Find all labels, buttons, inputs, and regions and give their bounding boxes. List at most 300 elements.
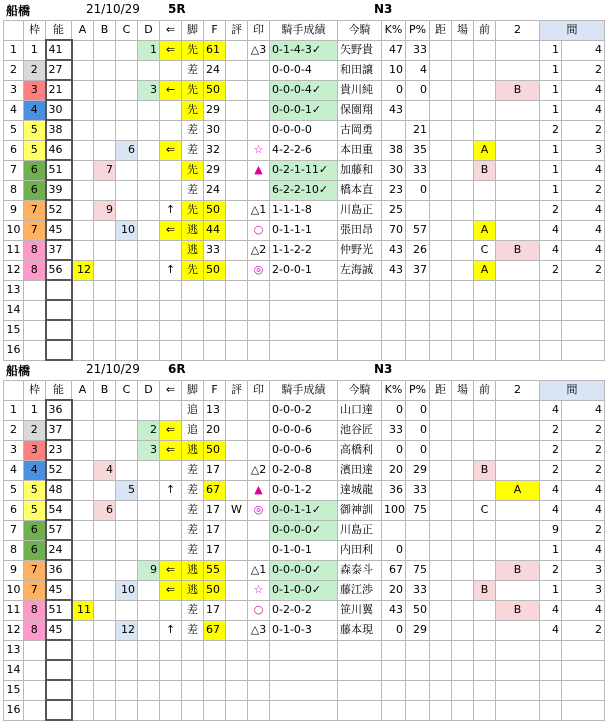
cell-in [248, 60, 270, 80]
cell-c [116, 420, 138, 440]
cell-mae [474, 560, 496, 580]
cell-ba [452, 300, 474, 320]
cell-kyo [430, 480, 452, 500]
cell-ba [452, 460, 474, 480]
cell-f: 50 [204, 80, 226, 100]
cell-kyaku: 逃 [182, 580, 204, 600]
cell-kyaku: 差 [182, 520, 204, 540]
cell-two [496, 40, 540, 60]
cell-ba [452, 520, 474, 540]
cell-d [138, 520, 160, 540]
table-row [4, 200, 605, 220]
cell-nou: 37 [46, 240, 72, 260]
header-cell: D [138, 381, 160, 401]
cell-arr: ↑ [160, 260, 182, 280]
cell-m2: 2 [562, 460, 605, 480]
cell-nou: 36 [46, 400, 72, 420]
cell-nou: 23 [46, 440, 72, 460]
cell-arr [160, 280, 182, 300]
row-number: 9 [4, 200, 24, 220]
race-section-6r [0, 360, 608, 721]
cell-d [138, 600, 160, 620]
cell-f [204, 640, 226, 660]
cell-jockey [338, 280, 382, 300]
race-table [3, 380, 605, 721]
cell-f: 33 [204, 240, 226, 260]
cell-f: 67 [204, 480, 226, 500]
cell-ba [452, 440, 474, 460]
cell-arr [160, 500, 182, 520]
cell-waku [24, 320, 46, 340]
header-cell: 印 [248, 381, 270, 401]
cell-mae [474, 60, 496, 80]
cell-waku: 8 [24, 620, 46, 640]
cell-k [382, 640, 406, 660]
cell-m1: 1 [540, 140, 562, 160]
cell-in [248, 440, 270, 460]
cell-hyo [226, 80, 248, 100]
cell-waku [24, 280, 46, 300]
cell-d [138, 260, 160, 280]
cell-kyaku: 差 [182, 540, 204, 560]
cell-hyo [226, 620, 248, 640]
cell-a [72, 340, 94, 360]
cell-two: B [496, 80, 540, 100]
cell-mae [474, 520, 496, 540]
cell-c [116, 680, 138, 700]
cell-hyo [226, 40, 248, 60]
cell-f [204, 680, 226, 700]
cell-arr [160, 320, 182, 340]
cell-seiseki: 4-2-2-6 [270, 140, 338, 160]
cell-kyaku: 差 [182, 120, 204, 140]
row-number: 2 [4, 60, 24, 80]
cell-a [72, 660, 94, 680]
cell-m1 [540, 680, 562, 700]
cell-in [248, 100, 270, 120]
cell-waku: 3 [24, 80, 46, 100]
cell-p [406, 100, 430, 120]
cell-m2: 4 [562, 500, 605, 520]
header-cell: K% [382, 21, 406, 41]
cell-ba [452, 80, 474, 100]
cell-k: 43 [382, 100, 406, 120]
cell-m1: 1 [540, 80, 562, 100]
cell-m1: 1 [540, 180, 562, 200]
cell-kyaku: 先 [182, 100, 204, 120]
cell-mae [474, 280, 496, 300]
cell-in: ▲ [248, 160, 270, 180]
cell-seiseki [270, 300, 338, 320]
cell-kyo [430, 240, 452, 260]
cell-f: 50 [204, 440, 226, 460]
cell-c [116, 120, 138, 140]
cell-hyo [226, 120, 248, 140]
cell-kyaku: 先 [182, 40, 204, 60]
cell-m2: 3 [562, 560, 605, 580]
cell-f: 17 [204, 520, 226, 540]
table-row [4, 560, 605, 580]
cell-jockey [338, 340, 382, 360]
row-number: 12 [4, 260, 24, 280]
cell-nou [46, 640, 72, 660]
cell-m2: 4 [562, 200, 605, 220]
table-row [4, 300, 605, 320]
cell-m1: 4 [540, 600, 562, 620]
cell-c [116, 240, 138, 260]
cell-in: △3 [248, 40, 270, 60]
cell-jockey: 川島正 [338, 200, 382, 220]
cell-seiseki: 0-1-0-1 [270, 540, 338, 560]
cell-jockey: 加藤和 [338, 160, 382, 180]
cell-nou: 45 [46, 580, 72, 600]
cell-ba [452, 320, 474, 340]
cell-nou: 21 [46, 80, 72, 100]
cell-mae [474, 420, 496, 440]
cell-f: 50 [204, 580, 226, 600]
table-row [4, 680, 605, 700]
cell-m2: 4 [562, 220, 605, 240]
row-number: 15 [4, 320, 24, 340]
cell-d [138, 180, 160, 200]
cell-d: 3 [138, 440, 160, 460]
row-number: 8 [4, 540, 24, 560]
cell-b [94, 320, 116, 340]
cell-nou: 46 [46, 140, 72, 160]
cell-nou: 56 [46, 260, 72, 280]
cell-in: △2 [248, 460, 270, 480]
race-number: 5R [168, 2, 186, 16]
cell-a [72, 460, 94, 480]
cell-ba [452, 600, 474, 620]
cell-nou: 45 [46, 220, 72, 240]
cell-jockey: 達城龍 [338, 480, 382, 500]
cell-m2 [562, 300, 605, 320]
cell-kyaku: 追 [182, 420, 204, 440]
cell-two [496, 440, 540, 460]
cell-seiseki: 0-0-1-1✓ [270, 500, 338, 520]
row-number: 12 [4, 620, 24, 640]
cell-c [116, 320, 138, 340]
cell-b [94, 680, 116, 700]
cell-m2: 4 [562, 540, 605, 560]
cell-b [94, 400, 116, 420]
cell-f [204, 280, 226, 300]
cell-seiseki [270, 280, 338, 300]
cell-seiseki: 1-1-2-2 [270, 240, 338, 260]
header-cell: 前 [474, 21, 496, 41]
cell-mae [474, 100, 496, 120]
cell-p: 0 [406, 80, 430, 100]
cell-ba [452, 280, 474, 300]
cell-kyaku: 先 [182, 160, 204, 180]
cell-kyaku: 逃 [182, 560, 204, 580]
table-row [4, 580, 605, 600]
cell-p: 75 [406, 560, 430, 580]
cell-in: △1 [248, 560, 270, 580]
cell-d [138, 200, 160, 220]
header-cell: 今騎 [338, 381, 382, 401]
cell-kyo [430, 260, 452, 280]
cell-b [94, 280, 116, 300]
cell-seiseki: 0-2-0-8 [270, 460, 338, 480]
cell-in [248, 400, 270, 420]
cell-f [204, 320, 226, 340]
cell-mae: B [474, 160, 496, 180]
header-cell: 枠 [24, 21, 46, 41]
cell-m2: 4 [562, 40, 605, 60]
cell-k: 0 [382, 540, 406, 560]
cell-waku: 1 [24, 400, 46, 420]
cell-d: 3 [138, 80, 160, 100]
cell-jockey: 古岡勇 [338, 120, 382, 140]
row-number: 1 [4, 40, 24, 60]
cell-a [72, 680, 94, 700]
cell-jockey: 和田譲 [338, 60, 382, 80]
cell-d [138, 100, 160, 120]
table-row [4, 420, 605, 440]
row-number: 16 [4, 340, 24, 360]
cell-in: ○ [248, 600, 270, 620]
cell-a [72, 40, 94, 60]
table-row [4, 220, 605, 240]
cell-k: 43 [382, 240, 406, 260]
cell-arr [160, 120, 182, 140]
cell-kyaku: 追 [182, 400, 204, 420]
cell-a [72, 500, 94, 520]
header-cell: 2 [496, 21, 540, 41]
cell-a: 12 [72, 260, 94, 280]
table-row [4, 400, 605, 420]
cell-ba [452, 480, 474, 500]
cell-arr [160, 100, 182, 120]
cell-nou: 30 [46, 100, 72, 120]
cell-seiseki [270, 680, 338, 700]
cell-c: 12 [116, 620, 138, 640]
cell-kyo [430, 180, 452, 200]
cell-two [496, 100, 540, 120]
cell-m2 [562, 660, 605, 680]
cell-a [72, 320, 94, 340]
cell-arr [160, 460, 182, 480]
cell-ba [452, 120, 474, 140]
cell-seiseki: 0-1-0-0✓ [270, 580, 338, 600]
cell-mae [474, 640, 496, 660]
cell-hyo [226, 320, 248, 340]
cell-c [116, 340, 138, 360]
cell-d [138, 320, 160, 340]
cell-kyaku: 先 [182, 200, 204, 220]
row-number: 6 [4, 500, 24, 520]
cell-c [116, 460, 138, 480]
header-cell: A [72, 381, 94, 401]
cell-p: 33 [406, 580, 430, 600]
cell-d [138, 500, 160, 520]
cell-nou [46, 700, 72, 720]
cell-f: 61 [204, 40, 226, 60]
cell-in: △3 [248, 620, 270, 640]
cell-m1: 1 [540, 40, 562, 60]
cell-m1: 4 [540, 500, 562, 520]
cell-m2: 2 [562, 520, 605, 540]
row-number: 11 [4, 240, 24, 260]
cell-a [72, 640, 94, 660]
cell-two [496, 620, 540, 640]
cell-arr [160, 160, 182, 180]
cell-d [138, 240, 160, 260]
cell-kyo [430, 660, 452, 680]
cell-ba [452, 140, 474, 160]
cell-c: 10 [116, 220, 138, 240]
cell-ba [452, 540, 474, 560]
cell-arr [160, 640, 182, 660]
cell-p [406, 280, 430, 300]
cell-c [116, 500, 138, 520]
cell-waku [24, 700, 46, 720]
cell-mae: A [474, 220, 496, 240]
cell-waku [24, 640, 46, 660]
cell-in: △2 [248, 240, 270, 260]
cell-d [138, 140, 160, 160]
cell-m2: 2 [562, 120, 605, 140]
cell-k [382, 660, 406, 680]
cell-a [72, 620, 94, 640]
cell-k: 30 [382, 160, 406, 180]
cell-b [94, 180, 116, 200]
cell-two [496, 580, 540, 600]
cell-m2 [562, 640, 605, 660]
cell-in [248, 300, 270, 320]
cell-a [72, 280, 94, 300]
cell-kyo [430, 600, 452, 620]
cell-arr: ⇐ [160, 580, 182, 600]
cell-m2: 4 [562, 400, 605, 420]
cell-p: 33 [406, 40, 430, 60]
cell-in: ▲ [248, 480, 270, 500]
race-number: 6R [168, 362, 186, 376]
cell-p [406, 680, 430, 700]
table-row [4, 340, 605, 360]
header-cell: 騎手成績 [270, 381, 338, 401]
cell-m1: 2 [540, 260, 562, 280]
cell-f: 17 [204, 500, 226, 520]
cell-seiseki [270, 640, 338, 660]
cell-d [138, 660, 160, 680]
cell-m1: 2 [540, 560, 562, 580]
cell-k: 25 [382, 200, 406, 220]
cell-jockey: 橋本直 [338, 180, 382, 200]
cell-a [72, 120, 94, 140]
cell-m1: 1 [540, 580, 562, 600]
cell-k: 20 [382, 580, 406, 600]
cell-ba [452, 640, 474, 660]
cell-ba [452, 60, 474, 80]
row-number: 4 [4, 100, 24, 120]
cell-seiseki: 0-0-0-4 [270, 60, 338, 80]
cell-a [72, 400, 94, 420]
cell-kyo [430, 540, 452, 560]
cell-m2: 2 [562, 180, 605, 200]
cell-m2: 3 [562, 580, 605, 600]
cell-k: 47 [382, 40, 406, 60]
cell-waku: 5 [24, 480, 46, 500]
header-cell: 騎手成績 [270, 21, 338, 41]
cell-arr: ⇐ [160, 140, 182, 160]
cell-kyo [430, 700, 452, 720]
cell-kyo [430, 340, 452, 360]
cell-a [72, 580, 94, 600]
header-cell: 評 [226, 21, 248, 41]
cell-p: 0 [406, 420, 430, 440]
cell-f: 50 [204, 260, 226, 280]
cell-b [94, 60, 116, 80]
cell-jockey [338, 660, 382, 680]
cell-arr: ⇐ [160, 40, 182, 60]
cell-kyaku [182, 640, 204, 660]
cell-two [496, 220, 540, 240]
cell-b [94, 540, 116, 560]
cell-two [496, 400, 540, 420]
cell-jockey: 保園翔 [338, 100, 382, 120]
cell-waku: 4 [24, 100, 46, 120]
cell-f [204, 700, 226, 720]
cell-m2 [562, 700, 605, 720]
cell-b [94, 480, 116, 500]
cell-waku [24, 660, 46, 680]
header-row [4, 381, 605, 401]
cell-kyo [430, 560, 452, 580]
cell-ba [452, 660, 474, 680]
cell-mae [474, 120, 496, 140]
cell-f: 29 [204, 160, 226, 180]
cell-arr [160, 240, 182, 260]
cell-in [248, 280, 270, 300]
cell-waku [24, 340, 46, 360]
cell-d [138, 540, 160, 560]
cell-d [138, 60, 160, 80]
cell-ba [452, 40, 474, 60]
cell-f [204, 660, 226, 680]
cell-p: 0 [406, 180, 430, 200]
cell-arr [160, 60, 182, 80]
cell-two [496, 260, 540, 280]
cell-jockey: 藤江渉 [338, 580, 382, 600]
cell-m2: 4 [562, 80, 605, 100]
header-row [4, 21, 605, 41]
cell-m1 [540, 700, 562, 720]
cell-p [406, 540, 430, 560]
row-number: 14 [4, 300, 24, 320]
cell-two [496, 500, 540, 520]
table-row [4, 80, 605, 100]
cell-b [94, 80, 116, 100]
cell-p [406, 660, 430, 680]
cell-k: 0 [382, 400, 406, 420]
cell-c [116, 640, 138, 660]
cell-d [138, 160, 160, 180]
cell-k [382, 520, 406, 540]
cell-d: 1 [138, 40, 160, 60]
cell-kyaku: 先 [182, 260, 204, 280]
cell-waku: 6 [24, 520, 46, 540]
header-cell: 脚 [182, 381, 204, 401]
cell-kyaku: 差 [182, 620, 204, 640]
cell-hyo [226, 200, 248, 220]
cell-m2: 2 [562, 60, 605, 80]
cell-c [116, 180, 138, 200]
table-row [4, 460, 605, 480]
cell-jockey [338, 640, 382, 660]
